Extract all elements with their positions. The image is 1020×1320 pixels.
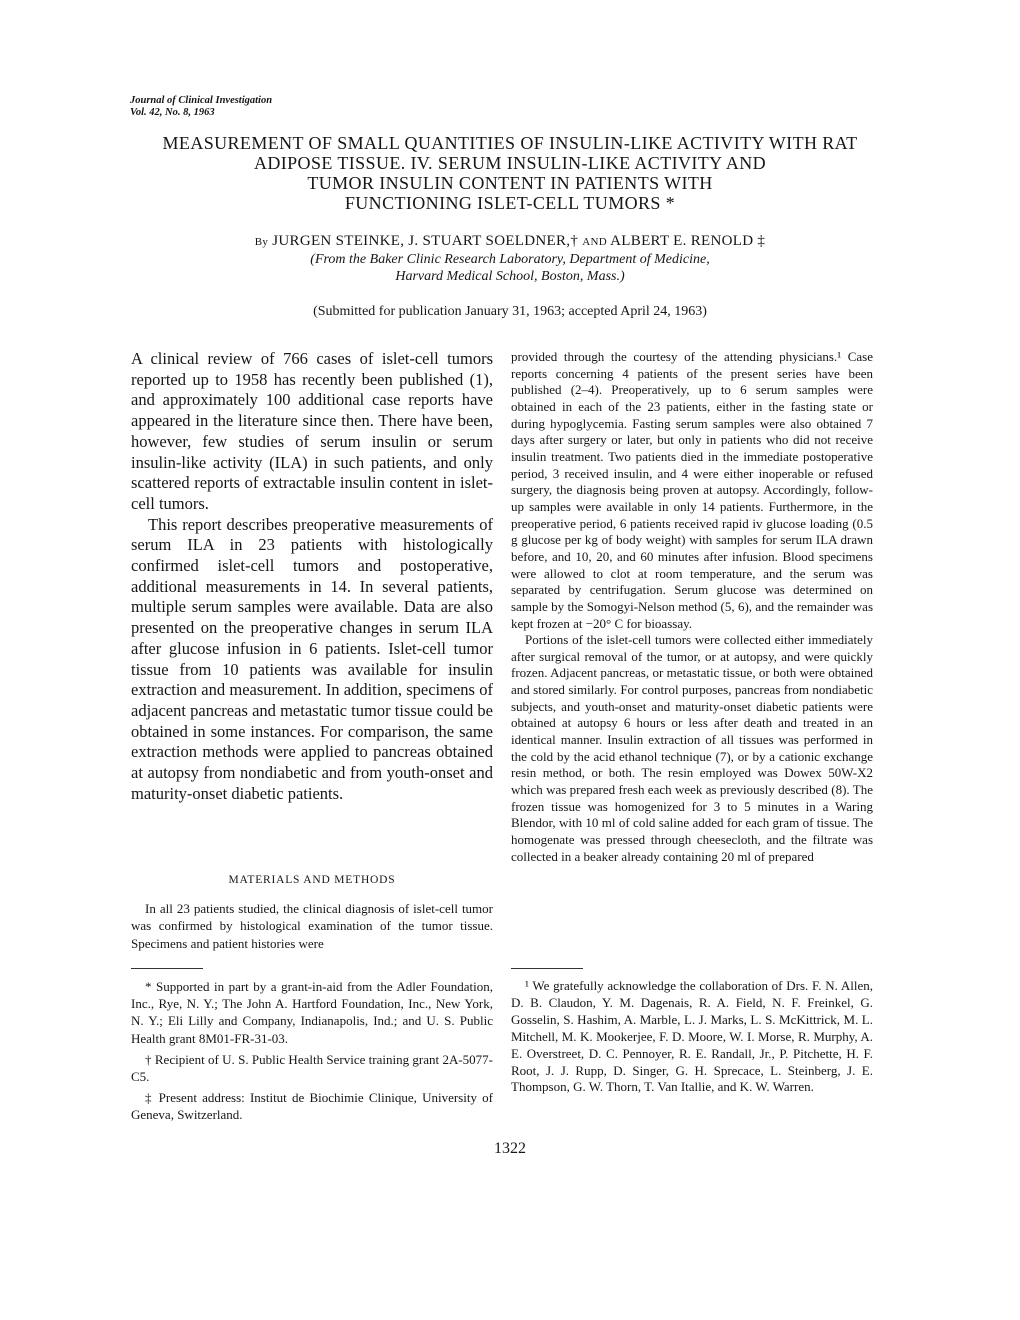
- affiliation-line-1: (From the Baker Clinic Research Laboratory, Department of Medicine,: [310, 252, 710, 267]
- footnote-dagger: † Recipient of U. S. Public Health Service training grant 2A-5077-C5.: [131, 1051, 493, 1085]
- intro-paragraph-1: A clinical review of 766 cases of islet-cell tumors reported up to 1958 has recently been published (1), and approximately 100 additional case reports have appeared in the literature since then. There have been, however, few studies of serum insulin or serum insulin-like activity (ILA) in such patients, and only scattered reports of extractable insulin content in islet-cell tumors.: [131, 349, 493, 513]
- footnote-double-dagger: ‡ Present address: Institut de Biochimie Clinique, University of Geneva, Switzerland.: [131, 1090, 493, 1123]
- title-line-4: FUNCTIONING ISLET-CELL TUMORS *: [344, 193, 676, 213]
- intro-paragraph-2: This report describes preoperative measurements of serum ILA in 23 patients with histologically confirmed islet-cell tumors and postoperative, additional measurements in 14. In several patients, multiple serum samples were available. Data are also presented on the preoperative changes in serum ILA after glucose infusion in 6 patients. Islet-cell tumor tissue from 10 patients was available for insulin extraction and measurement. In addition, specimens of adjacent pancreas and metastatic tumor tissue could be obtained in some instances. For comparison, the same extraction methods were applied to pancreas obtained at autopsy from nondiabetic and from youth-onset and maturity-onset diabetic patients.: [131, 514, 493, 803]
- author-names-1: JURGEN STEINKE, J. STUART SOELDNER,†: [272, 233, 579, 249]
- article-title: [110, 133, 910, 213]
- author-names-2: ALBERT E. RENOLD ‡: [610, 233, 766, 249]
- title-line-2: ADIPOSE TISSUE. IV. SERUM INSULIN-LIKE ACTIVITY AND: [253, 153, 767, 173]
- methods-heading: MATERIALS AND METHODS: [228, 874, 396, 886]
- author-by: By: [254, 236, 269, 248]
- methods-paragraph-1: In all 23 patients studied, the clinical diagnosis of islet-cell tumor was confirmed by histological examination of the tumor tissue. Specimens and patient histories were: [131, 901, 493, 951]
- footnote-star: * Supported in part by a grant-in-aid from the Adler Foundation, Inc., Rye, N. Y.; The John A. Hartford Foundation, Inc., New York, N. Y.; Eli Lilly and Company, Indianapolis, Ind.; and U. S. Public Health grant 8M01-FR-31-03.: [131, 979, 493, 1046]
- footnotes-left: [131, 978, 493, 1128]
- page-number: 1322: [494, 1140, 526, 1157]
- methods-paragraph-2: provided through the courtesy of the attending physicians.¹ Case reports concerning 4 patients of the present series have been published (2–4). Preoperatively, up to 6 serum samples were obtained in each of the 23 patients, either in the fasting state or during hypoglycemia. Fasting serum samples were also obtained 7 days after surgery or later, but only in patients who did not receive insulin treatment. Two patients died in the immediate postoperative period, 3 received insulin, and 4 were either inoperable or refused surgery, the diagnosis being proven at autopsy. Accordingly, follow-up samples were available in only 14 patients. Furthermore, in the preoperative period, 6 patients received rapid iv glucose loading (0.5 g glucose per kg of body weight) with samples for serum ILA drawn before, and 10, 20, and 60 minutes after infusion. Blood specimens were allowed to clot at room temperature, and the serum was separated by centrifugation. Serum glucose was determined on sample by the Somogyi-Nelson method (5, 6), and the remainder was kept frozen at −20° C for bioassay.: [511, 349, 873, 631]
- journal-name: Journal of Clinical Investigation: [130, 95, 273, 106]
- footnote-acknowledgment: ¹ We gratefully acknowledge the collaboration of Drs. F. N. Allen, D. B. Claudon, Y. M. Dagenais, R. A. Field, N. F. Freinkel, G. Gosselin, S. Hashim, A. Marble, L. J. Marks, L. S. McKittrick, M. L. Mitchell, M. K. Mookerjee, F. D. Moore, W. I. Morse, R. Murphy, A. E. Overstreet, D. C. Pennoyer, R. E. Randall, Jr., P. Pitchette, H. F. Root, J. J. Rupp, D. Singer, G. H. Sprecace, L. Steinberg, J. E. Thompson, G. W. Thorn, T. Van Itallie, and K. W. Warren.: [511, 978, 873, 1095]
- submission-dates: (Submitted for publication January 31, 1963; accepted April 24, 1963): [313, 304, 707, 319]
- footnote-divider-right: [511, 968, 583, 969]
- affiliation: [110, 251, 910, 285]
- right-column: [511, 349, 873, 865]
- title-line-3: TUMOR INSULIN CONTENT IN PATIENTS WITH: [307, 173, 713, 193]
- methods-paragraph-3: Portions of the islet-cell tumors were collected either immediately after surgical removal of the tumor, or at autopsy, and were quickly frozen. Adjacent pancreas, or metastatic tissue, or both were obtained and stored similarly. For control purposes, pancreas from nondiabetic subjects, and youth-onset and maturity-onset diabetic patients were obtained at autopsy 6 hours or less after death and treated in an identical manner. Insulin extraction of all tissues was performed in the cold by the acid ethanol technique (7), or by a cationic exchange resin method, or both. The resin employed was Dowex 50W-X2 which was prepared fresh each week as previously described (8). The frozen tissue was homogenized for 3 to 5 minutes in a Waring Blendor, with 10 ml of cold saline added for each gram of tissue. The homogenate was pressed through cheesecloth, and the filtrate was collected in a beaker already containing 20 ml of prepared: [511, 632, 873, 864]
- footnote-divider-left: [131, 968, 203, 969]
- author-line: [110, 232, 910, 251]
- title-line-1: MEASUREMENT OF SMALL QUANTITIES OF INSULIN-LIKE ACTIVITY WITH RAT: [162, 133, 858, 153]
- affiliation-line-2: Harvard Medical School, Boston, Mass.): [395, 269, 625, 284]
- journal-citation: [130, 95, 272, 119]
- author-and: AND: [582, 236, 607, 248]
- introduction: [131, 349, 493, 804]
- journal-volume: Vol. 42, No. 8, 1963: [130, 107, 215, 118]
